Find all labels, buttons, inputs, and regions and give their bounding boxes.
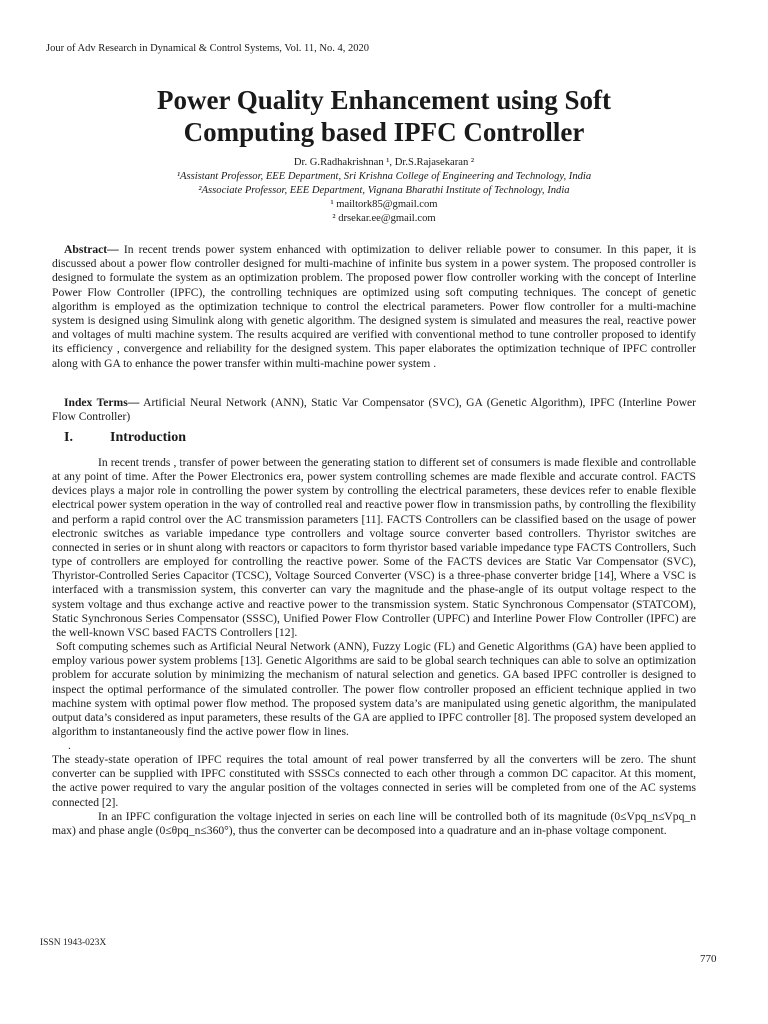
- section-number: I.: [64, 430, 73, 445]
- author-block: [60, 156, 708, 226]
- section-heading: [64, 430, 186, 446]
- index-terms: [52, 396, 696, 424]
- paragraph-2: Soft computing schemes such as Artificial Neural Network (ANN), Fuzzy Logic (FL) and Genetic Algorithms (GA) have been applied to employ various power system problems [13]. Genetic Algorithms are said to be global search techniques can able to solve an optimization problem for accurate solution by minimizing the mechanism of natural selection and genetics. GA based IPFC controller is designed to inspect the optimal performance of the simulated controller. The power flow controller proposed an efficient technique applied in two machine system with optimal power flow method. The proposed system data’s are manipulated using genetic algorithm, the manipulated output data’s considered as input parameters, these results of the GA are applied to IPFC controller [8]. The proposed system developed an algorithm to instantaneously find the active power flow in lines.: [52, 640, 696, 738]
- body-text: [52, 456, 696, 838]
- abstract-text: In recent trends power system enhanced with optimization to deliver reliable power to consumer. In this paper, it is discussed about a power flow controller designed for multi-machine of infinite bus system in a power system. The proposed controller is designed to formulate the system as an optimization problem. The proposed power flow controller working with the concept of Interline Power Flow Controller (IPFC), the controlling techniques are optimized using soft computing techniques. The concept of genetic algorithm is employed as the optimization technique to control the electrical parameters. Power flow controller for a multi-machine system is designed using Simulink along with genetic algorithm. The designed system is simulated and measures the real, reactive power and voltages of multi machine system. The results acquired are verified with conventional method to tune controller proposed to identify its efficiency , convergence and reliability for the designed system. This paper elaborates the optimization technique of IPFC controller along with GA to enhance the power transfer within multi-machine power system .: [52, 243, 696, 370]
- paragraph-1: In recent trends , transfer of power between the generating station to different set of consumers is made flexible and controllable at any point of time. After the Power Electronics era, power system controlling schemes are made flexible and accurate control. FACTS devices plays a major role in controlling the power system by controlling the electrical parameters, these devices refer to enable flexible electrical power system operation in the way of controlled real and reactive power flow in transmission paths, by controlling the flexibility and perform a rapid control over the AC transmission parameters [11]. FACTS Controllers can be classified based on the usage of power electronic switches as variable impedance type controllers and voltage source converter based controllers. Thyristor switches are connected in series or in shunt along with reactors or capacitors to form thyristor based variable impedance type FACTS Controllers, Such type of controllers are employed for controlling the reactive power. Some of the FACTS devices are Static Var Compensator (SVC), Thyristor-Controlled Series Capacitor (TCSC), Voltage Sourced Converter (VSC) is a three-phase converter bridge [14], Where a VSC is interfaced with a transmission system, this converter can vary the magnitude and the phase-angle of its output voltage respect to the system voltage and thus exchange active and reactive power to the transmission system. Static Synchronous Compensator (STATCOM), Static Synchronous Series Compensator (SSSC), Unified Power Flow Controller (UPFC) and Interline Power Flow Controller (IPFC) are the well-known VSC based FACTS Controllers [12].: [52, 456, 696, 639]
- section-title: Introduction: [110, 430, 186, 445]
- issn-footer: ISSN 1943-023X: [40, 938, 107, 948]
- paragraph-dot: .: [68, 739, 71, 753]
- journal-header: Jour of Adv Research in Dynamical & Control Systems, Vol. 11, No. 4, 2020: [46, 43, 369, 54]
- index-terms-label: Index Terms—: [64, 396, 140, 409]
- title-line-1: Power Quality Enhancement using Soft: [156, 85, 612, 115]
- abstract-label: Abstract—: [64, 243, 119, 256]
- affiliation-1: ¹Assistant Professor, EEE Department, Sri Krishna College of Engineering and Technology, India: [176, 171, 592, 182]
- email-2: ² drsekar.ee@gmail.com: [332, 213, 436, 224]
- author-names: Dr. G.Radhakrishnan ¹, Dr.S.Rajasekaran ²: [293, 157, 475, 168]
- email-1: ¹ mailtork85@gmail.com: [330, 199, 438, 210]
- abstract: [52, 243, 696, 371]
- paragraph-5: In an IPFC configuration the voltage injected in series on each line will be controlled both of its magnitude (0≤Vpq_n≤Vpq_n max) and phase angle (0≤θpq_n≤360°), thus the converter can be decomposed into a quadrature and an in-phase voltage component.: [52, 809, 696, 837]
- index-terms-text: Artificial Neural Network (ANN), Static Var Compensator (SVC), GA (Genetic Algorithm), IPFC (Interline Power Flow Controller): [52, 396, 696, 424]
- page-number: 770: [700, 953, 717, 965]
- paper-title: [60, 84, 708, 148]
- affiliation-2: ²Associate Professor, EEE Department, Vignana Bharathi Institute of Technology, India: [198, 185, 570, 196]
- title-line-2: Computing based IPFC Controller: [183, 117, 585, 147]
- paragraph-4: The steady-state operation of IPFC requires the total amount of real power transferred by all the converters will be zero. The shunt converter can be supplied with IPFC constituted with SSSCs connected to each other through a common DC capacitor. At this moment, the active power required to vary the angular position of the voltages connected in series will be completed from one of the AC systems connected [2].: [52, 753, 696, 809]
